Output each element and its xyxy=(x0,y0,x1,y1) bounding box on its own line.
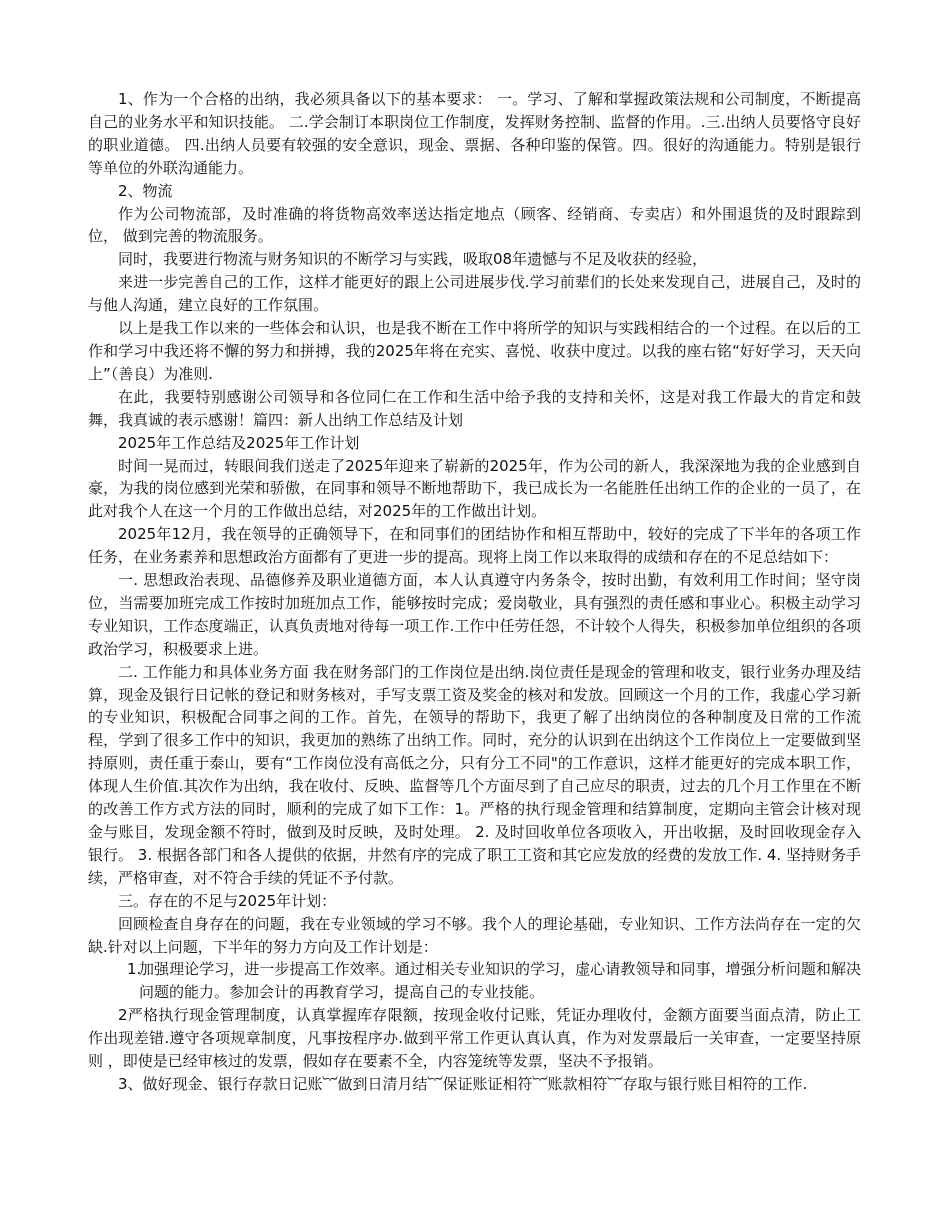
paragraph-experience-summary: 以上是我工作以来的一些体会和认识，也是我不断在工作中将所学的知识与实践相结合的一个过程。在以后的工作和学习中我还将不懈的努力和拼搏，我的2025年将在充实、喜悦、收获中度过。以我的座右铭“好好学习，天天向上”（善良）为准则. xyxy=(88,319,861,383)
paragraph-learning-practice: 同时，我要进行物流与财务知识的不断学习与实践，吸取08年遗憾与不足及收获的经验， xyxy=(118,250,708,269)
heading-logistics: 2、物流 xyxy=(118,181,173,200)
paragraph-cashier-requirements: 1、作为一个合格的出纳，我必须具备以下的基本要求： 一。学习、了解和掌握政策法规和公司制度，不断提高自己的业务水平和知识技能。 二.学会制订本职岗位工作制度，发挥财务控制、监督的作用。.三.出纳人员要恪守良好的职业道德。 四.出纳人员要有较强的安全意识，现金、票据、各种印鉴的保管。四。很好的沟通能力。特别是银行等单位的外联沟通能力。 xyxy=(88,90,861,177)
paragraph-review-problems: 回顾检查自身存在的问题，我在专业领域的学习不够。我个人的理论基础，专业知识、工作方法尚存在一定的欠缺.针对以上问题，下半年的努力方向及工作计划是： xyxy=(88,914,861,956)
section-title-summary-plan: 2025年工作总结及2025年工作计划 xyxy=(118,433,360,452)
paragraph-new-employee: 时间一晃而过，转眼间我们送走了2025年迎来了崭新的2025年，作为公司的新人，我深深地为我的企业感到自豪，为我的岗位感到光荣和骄傲，在同事和领导不断地帮助下，我已成长为一名能胜任出纳工作的企业的一员了，在此对我个人在这一个月的工作做出总结，对2025年的工作做出计划。 xyxy=(88,456,861,521)
paragraph-work-ability: 二. 工作能力和具体业务方面 我在财务部门的工作岗位是出纳.岗位责任是现金的管理和收支，银行业务办理及结算，现金及银行日记帐的登记和财务核对，手写支票工资及奖金的核对和发放。回顾这一个月的工作，我虚心学习新的专业知识，积极配合同事之间的工作。首先，在领导的帮助下，我更了解了出纳岗位的各种制度及日常的工作流程，学到了很多工作中的知识，我更加的熟练了出纳工作。同时，充分的认识到在出纳这个工作岗位上一定要做到坚持原则，责任重于泰山，要有“工作岗位没有高低之分，只有分工不同"的工作意识，这样才能更好的完成本职工作，体现人生价值.其次作为出纳，我在收付、反映、监督等几个方面尽到了自己应尽的职责，过去的几个月工作里在不断的改善工作方式方法的同时，顺利的完成了如下工作：1。严格的执行现金管理和结算制度，定期向主管会计核对现金与账目，发现金额不符时，做到及时反映，及时处理。 2. 及时回收单位各项收入，开出收据，及时回收现金存入银行。 3. 根据各部门和各人提供的依据，井然有序的完成了职工工资和其它应发放的经费的发放工作. 4. 坚持财务手续，严格审查，对不符合手续的凭证不予付款。 xyxy=(88,662,861,887)
paragraph-daily-ledger: 3、做好现金、银行存款日记账︸做到日清月结︸保证账证相符︸账款相符︸存取与银行账目相符的工作. xyxy=(118,1074,808,1093)
list-item-theory-study xyxy=(88,958,861,1004)
paragraph-improve-work: 来进一步完善自己的工作，这样才能更好的跟上公司进展步伐.学习前辈们的长处来发现自己，进展自己，及时的与他人沟通，建立良好的工作氛围。 xyxy=(88,273,861,315)
document-page xyxy=(88,88,861,1096)
list-item-text: 加强理论学习，进一步提高工作效率。通过相关专业知识的学习，虚心请教领导和同事，增强分析问题和解决问题的能力。参加会计的再教育学习，提高自己的专业技能。 xyxy=(139,960,861,1002)
paragraph-cash-management: 2严格执行现金管理制度，认真掌握库存限额，按现金收付记账，凭证办理收付，金额方面要当面点清，防止工作出现差错.遵守各项规章制度，凡事按程序办.做到平常工作更认真认真，作为对发票最后一关审查，一定要坚持原则 ，即使是已经审核过的发票，假如存在要素不全，内容笼统等发票，坚决不予报销。 xyxy=(88,1006,861,1071)
paragraph-logistics-department: 作为公司物流部，及时准确的将货物高效率送达指定地点（顾客、经销商、专卖店）和外围退货的及时跟踪到位， 做到完善的物流服务。 xyxy=(88,204,861,246)
paragraph-thanks: 在此，我要特别感谢公司领导和各位同仁在工作和生活中给予我的支持和关怀，这是对我工作最大的肯定和鼓舞，我真诚的表示感谢！篇四：新人出纳工作总结及计划 xyxy=(88,387,861,429)
list-marker: 1. xyxy=(127,960,142,979)
paragraph-political-ethics: 一. 思想政治表现、品德修养及职业道德方面，本人认真遵守内务条令，按时出勤，有效利用工作时间；坚守岗位，当需要加班完成工作按时加班加点工作，能够按时完成；爱岗敬业，具有强烈的责任感和事业心。积极主动学习专业知识，工作态度端正，认真负责地对待每一项工作.工作中任劳任怨，不计较个人得失，积极参加单位组织的各项政治学习，积极要求上进。 xyxy=(88,571,861,658)
heading-shortcomings-plan: 三。存在的不足与2025年计划： xyxy=(118,891,337,910)
paragraph-december-work: 2025年12月，我在领导的正确领导下，在和同事们的团结协作和相互帮助中，较好的完成了下半年的各项工作任务，在业务素养和思想政治方面都有了更进一步的提高。现将上岗工作以来取得的成绩和存在的不足总结如下： xyxy=(88,525,861,567)
